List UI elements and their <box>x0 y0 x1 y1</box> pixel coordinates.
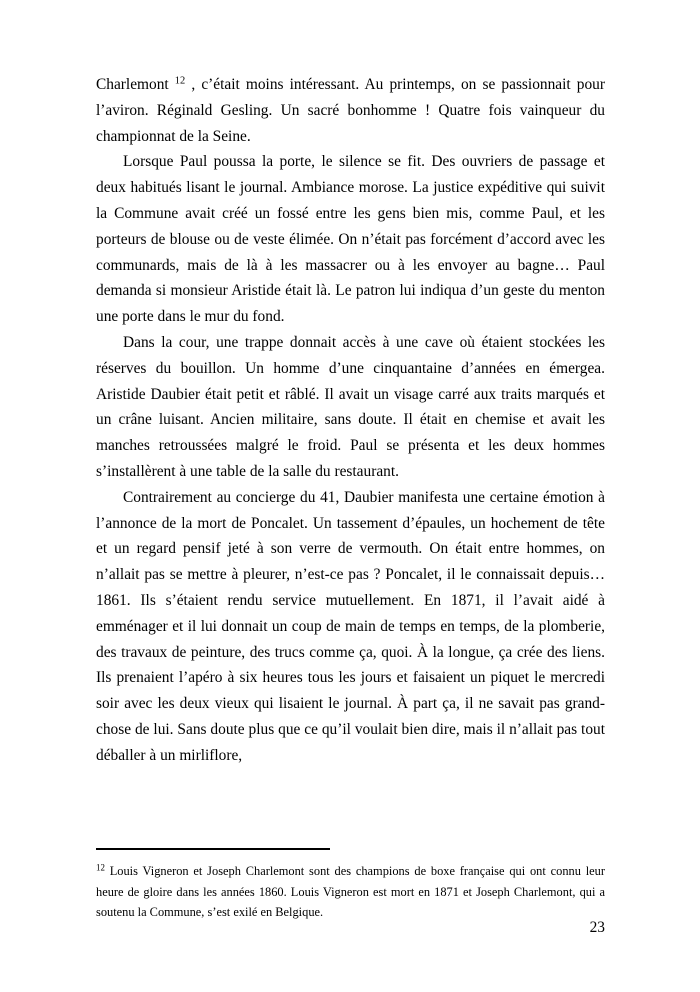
paragraph-lead-text: Charlemont <box>96 76 175 93</box>
page-number: 23 <box>589 919 605 936</box>
paragraph-lorsque-paul: Lorsque Paul poussa la porte, le silence se fit. Des ouvriers de passage et deux habitués lisant le journal. Ambiance morose. La justice expéditive qui suivit la Commune avait créé un fossé entre les gens bien mis, comme Paul, et les porteurs de blouse ou de veste élimée. On n’était pas forcément d’accord avec les communards, mais de là à les massacrer ou à les envoyer au bagne… Paul demanda si monsieur Aristide était là. Le patron lui indiqua d’un geste du menton une porte dans le mur du fond. <box>96 153 605 326</box>
body-text-block <box>96 72 605 769</box>
footnote-separator-rule <box>96 848 330 850</box>
footnote-number: 12 <box>96 862 105 873</box>
paragraph-charlemont <box>96 72 605 149</box>
footnote-entry <box>96 861 605 923</box>
footnote-area <box>96 848 605 923</box>
footnote-reference-marker[interactable]: 12 <box>174 75 186 87</box>
paragraph-body-text: , c’était moins intéressant. Au printemps, on se passionnait pour l’aviron. Réginald Gesling. Un sacré bonhomme ! Quatre fois vainqueur du championnat de la Seine. <box>96 76 605 145</box>
footnote-body-text: Louis Vigneron et Joseph Charlemont sont des champions de boxe française qui ont connu leur heure de gloire dans les années 1860. Louis Vigneron est mort en 1871 et Joseph Charlemont, qui a soutenu la Commune, s’est exilé en Belgique. <box>96 864 605 919</box>
paragraph-dans-la-cour: Dans la cour, une trappe donnait accès à une cave où étaient stockées les réserves du bouillon. Un homme d’une cinquantaine d’années en émergea. Aristide Daubier était petit et râblé. Il avait un visage carré aux traits marqués et un crâne luisant. Ancien militaire, sans doute. Il était en chemise et avait les manches retroussées malgré le froid. Paul se présenta et les deux hommes s’installèrent à une table de la salle du restaurant. <box>96 333 605 480</box>
paragraph-contrairement: Contrairement au concierge du 41, Daubier manifesta une certaine émotion à l’annonce de la mort de Poncalet. Un tassement d’épaules, un hochement de tête et un regard pensif jeté à son verre de vermouth. On était entre hommes, on n’allait pas se mettre à pleurer, n’est-ce pas ? Poncalet, il le connaissait depuis… 1861. Ils s’étaient rendu service mutuellement. En 1871, il l’avait aidé à emménager et il lui donnait un coup de main de temps en temps, de la plomberie, des travaux de peinture, des trucs comme ça, quoi. À la longue, ça crée des liens. Ils prenaient l’apéro à six heures tous les jours et faisaient un piquet le mercredi soir avec les deux vieux qui lisaient le journal. À part ça, il ne savait pas grand-chose de lui. Sans doute plus que ce qu’il voulait bien dire, mais il n’allait pas tout déballer à un mirliflore, <box>96 488 605 764</box>
